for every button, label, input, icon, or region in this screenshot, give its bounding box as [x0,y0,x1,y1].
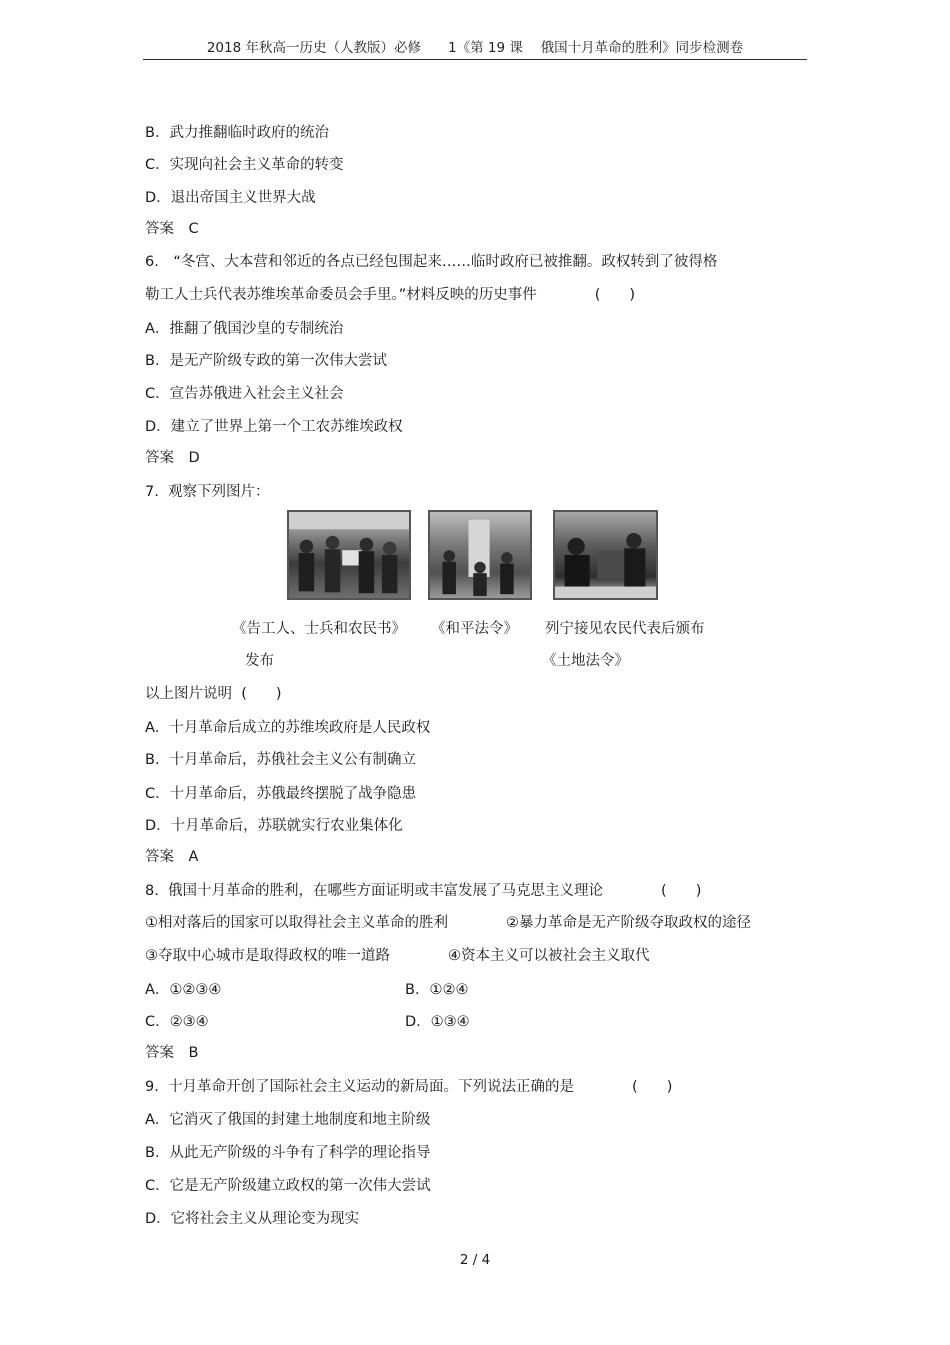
caption-proclamation-line2: 发布 [245,653,274,669]
photo-land-decree [553,510,658,600]
q9-option-b: B．从此无产阶级的斗争有了科学的理论指导 [145,1145,431,1161]
q7-option-b: B．十月革命后，苏俄社会主义公有制确立 [145,752,416,768]
q7-option-d: D．十月革命后，苏联就实行农业集体化 [145,818,403,834]
q6-option-a: A．推翻了俄国沙皇的专制统治 [145,321,344,337]
q5-answer: 答案 C [145,221,199,237]
photo-proclamation [287,510,411,600]
q7-answer: 答案 A [145,849,199,865]
q7-stem: 7. 观察下列图片： [145,484,270,500]
q9-option-a: A．它消灭了俄国的封建土地制度和地主阶级 [145,1112,431,1128]
q8-option-d: D．①③④ [405,1014,470,1030]
q9-stem: 9. 十月革命开创了国际社会主义运动的新局面。下列说法正确的是 ( ) [145,1079,673,1095]
q6-option-c: C．宣告苏俄进入社会主义社会 [145,386,344,402]
q8-items-line1: ①相对落后的国家可以取得社会主义革命的胜利 ②暴力革命是无产阶级夺取政权的途径 [145,915,751,931]
q5-option-c: C．实现向社会主义革命的转变 [145,157,344,173]
q6-stem-line2: 勒工人士兵代表苏维埃革命委员会手里。”材料反映的历史事件 ( ) [145,287,636,303]
q7-option-a: A．十月革命后成立的苏维埃政府是人民政权 [145,720,431,736]
caption-proclamation-line1: 《告工人、士兵和农民书》 [232,621,406,637]
q8-option-c: C．②③④ [145,1014,209,1030]
q9-option-d: D．它将社会主义从理论变为现实 [145,1211,360,1227]
q8-option-b: B．①②④ [405,982,469,998]
q6-answer: 答案 D [145,450,200,466]
q6-option-d: D．建立了世界上第一个工农苏维埃政权 [145,419,403,435]
photo-peace-decree [428,510,532,600]
q8-answer: 答案 B [145,1045,199,1061]
caption-land-decree-line2: 《土地法令》 [542,653,629,669]
q8-stem: 8. 俄国十月革命的胜利，在哪些方面证明或丰富发展了马克思主义理论 ( ) [145,883,702,899]
q7-option-c: C．十月革命后，苏俄最终摆脱了战争隐患 [145,786,417,802]
page-number: 2 / 4 [459,1252,491,1268]
q6-option-b: B．是无产阶级专政的第一次伟大尝试 [145,353,387,369]
q8-items-line2: ③夺取中心城市是取得政权的唯一道路 ④资本主义可以被社会主义取代 [145,948,650,964]
q8-option-a: A．①②③④ [145,982,222,998]
q9-option-c: C．它是无产阶级建立政权的第一次伟大尝试 [145,1178,431,1194]
q6-stem-line1: 6. “冬宫、大本营和邻近的各点已经包围起来……临时政府已被推翻。政权转到了彼得格 [145,254,718,270]
q5-option-d: D．退出帝国主义世界大战 [145,190,316,206]
caption-peace-decree: 《和平法令》 [431,621,518,637]
q7-question: 以上图片说明 ( ) [145,686,282,702]
caption-land-decree-line1: 列宁接见农民代表后颁布 [545,621,705,637]
page-header: 2018 年秋高一历史（人教版）必修 1《第 19 课 俄国十月革命的胜利》同步检测卷 [143,36,807,60]
q5-option-b: B．武力推翻临时政府的统治 [145,125,329,141]
